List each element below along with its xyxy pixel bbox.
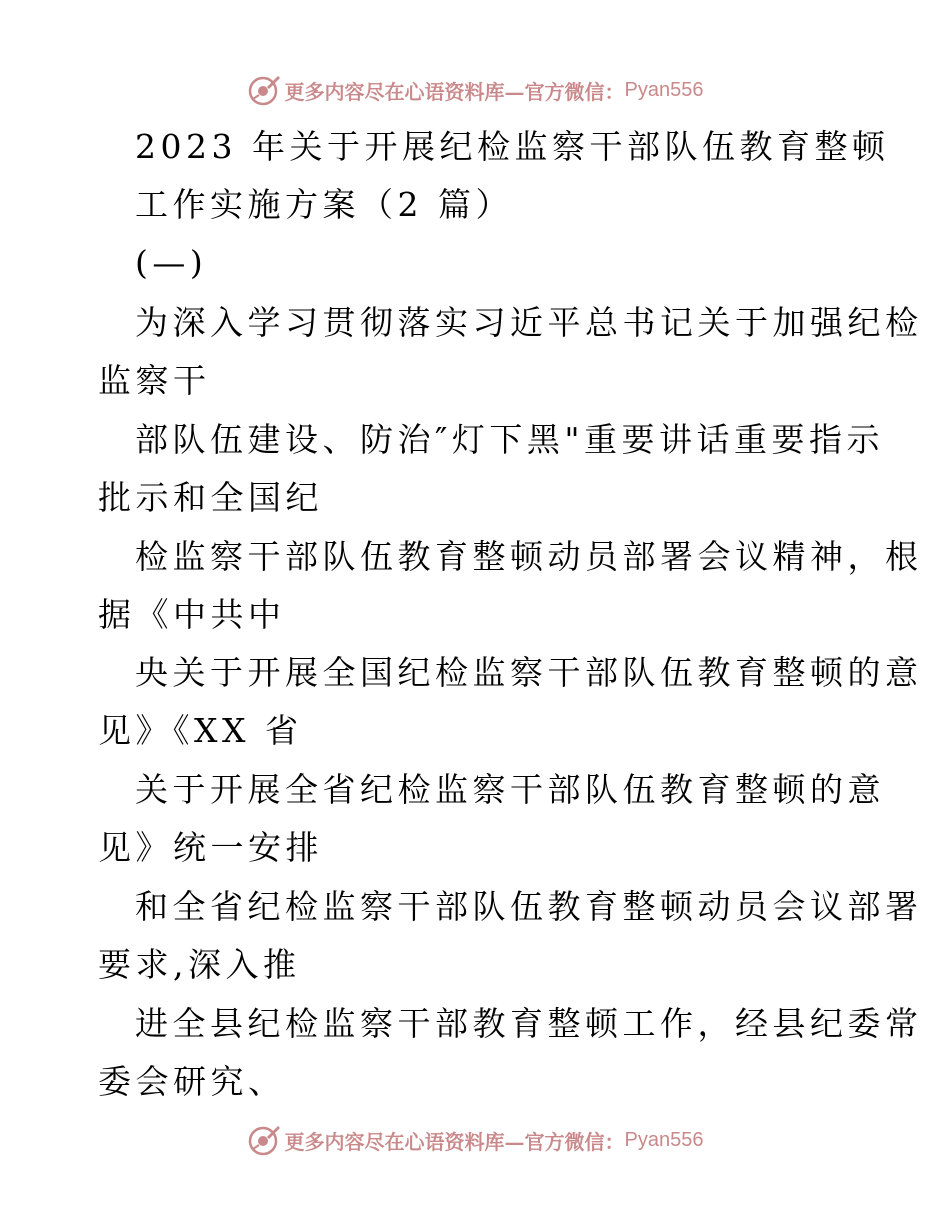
quill-logo-icon <box>247 1123 281 1157</box>
body-line: 据《中共中 <box>98 595 286 634</box>
body-line: 监察干 <box>98 361 211 400</box>
banner-chinese-text: 更多内容尽在心语资料库—官方微信： <box>284 1129 625 1154</box>
body-line: 和全省纪检监察干部队伍教育整顿动员会议部署 <box>135 887 923 926</box>
document-title-line-2: 工作实施方案（2 篇） <box>135 185 513 224</box>
body-line: 批示和全国纪 <box>98 478 323 517</box>
document-title-line-1: 2023 年关于开展纪检监察干部队伍教育整顿 <box>135 127 890 166</box>
banner-wechat-id: Pyan556 <box>624 78 704 101</box>
body-line: 部队伍建设、防治″灯下黑"重要讲话重要指示 <box>135 420 885 459</box>
body-line: 见》统一安排 <box>98 828 323 867</box>
body-line: 见》《XX 省 <box>98 711 303 750</box>
body-line: 委会研究、 <box>98 1062 286 1101</box>
footer-banner <box>0 1120 950 1160</box>
body-line: 检监察干部队伍教育整顿动员部署会议精神，根 <box>135 537 923 576</box>
body-line: 要求,深入推 <box>98 945 301 984</box>
body-line: 为深入学习贯彻落实习近平总书记关于加强纪检 <box>135 303 923 342</box>
banner-wechat-id: Pyan556 <box>624 1128 704 1151</box>
body-line: 关于开展全省纪检监察干部队伍教育整顿的意 <box>135 770 885 809</box>
section-marker: (—) <box>135 243 208 282</box>
banner-chinese-text: 更多内容尽在心语资料库—官方微信： <box>284 79 625 104</box>
body-line: 进全县纪检监察干部教育整顿工作，经县纪委常 <box>135 1004 923 1043</box>
body-line: 央关于开展全国纪检监察干部队伍教育整顿的意 <box>135 653 923 692</box>
